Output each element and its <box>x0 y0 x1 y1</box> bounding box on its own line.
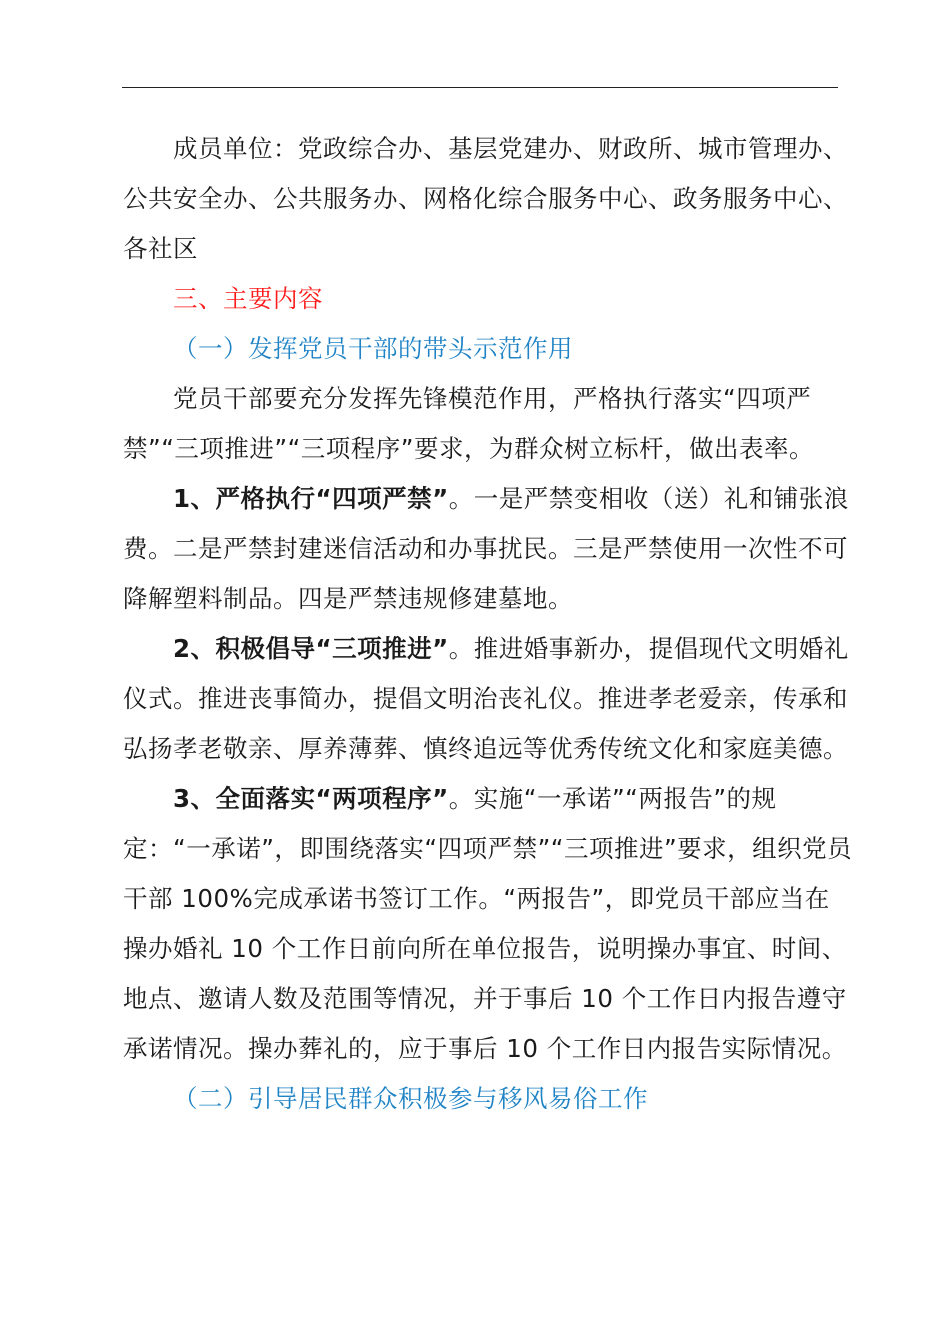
subsection-intro-paragraph: 党员干部要充分发挥先锋模范作用，严格执行落实“四项严禁”“三项推进”“三项程序”要求，为群众树立标杆，做出表率。 <box>123 384 814 463</box>
list-item <box>123 474 853 624</box>
item-lead: 2、积极倡导 <box>173 634 316 663</box>
item-quote: “四项严禁” <box>315 484 449 513</box>
list-item <box>123 624 853 774</box>
item-lead: 3、全面落实 <box>173 784 316 813</box>
members-paragraph: 成员单位：党政综合办、基层党建办、财政所、城市管理办、公共安全办、公共服务办、网格化综合服务中心、政务服务中心、各社区 <box>123 134 848 263</box>
list-item <box>123 774 853 1074</box>
item-quote: “三项推进” <box>315 634 449 663</box>
item-lead: 1、严格执行 <box>173 484 316 513</box>
item-quote: “两项程序” <box>315 784 449 813</box>
subsection-heading-residents: （二）引导居民群众积极参与移风易俗工作 <box>173 1084 648 1113</box>
item-body: 。推进婚事新办，提倡现代文明婚礼仪式。推进丧事简办，提倡文明治丧礼仪。推进孝老爱亲，传承和弘扬孝老敬亲、厚养薄葬、慎终追远等优秀传统文化和家庭美德。 <box>123 634 849 763</box>
subsection-heading-party-members: （一）发挥党员干部的带头示范作用 <box>173 334 573 363</box>
item-body: 。一是严禁变相收（送）礼和铺张浪费。二是严禁封建迷信活动和办事扰民。三是严禁使用一次性不可降解塑料制品。四是严禁违规修建墓地。 <box>123 484 849 613</box>
item-body: 。实施“一承诺”“两报告”的规定：“一承诺”，即围绕落实“四项严禁”“三项推进”要求，组织党员干部 100%完成承诺书签订工作。“两报告”，即党员干部应当在操办婚礼 10 个工作日前向所在单位报告，说明操办事宜、时间、地点、邀请人数及范围等情况，并于事后 10 个工作日内报告遵守承诺情况。操办葬礼的，应于事后 10 个工作日内报告实际情况。 <box>123 784 853 1063</box>
section-heading-main-content: 三、主要内容 <box>173 284 323 313</box>
document-body <box>123 124 853 1124</box>
header-rule <box>122 87 838 88</box>
